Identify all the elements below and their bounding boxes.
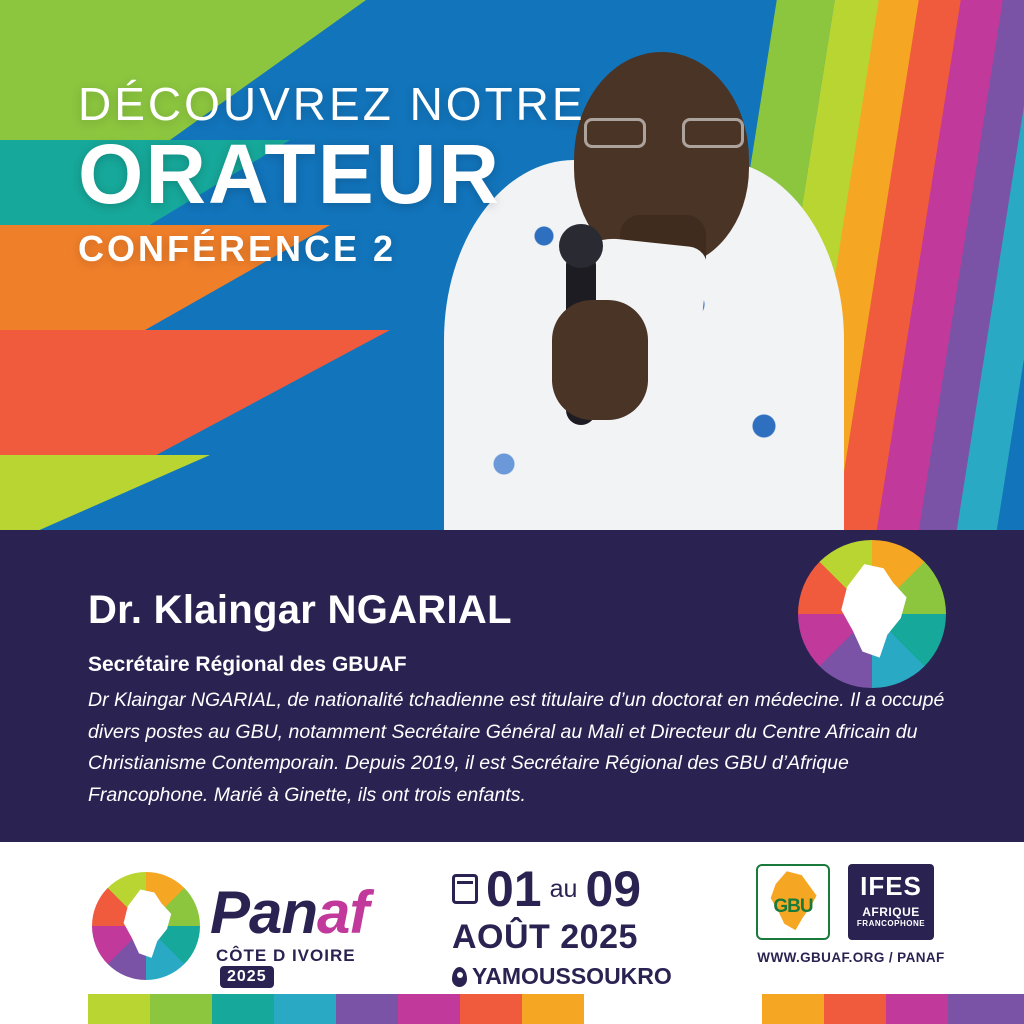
strip-segment-13 bbox=[948, 994, 1024, 1024]
calendar-icon bbox=[452, 874, 478, 904]
footer bbox=[0, 842, 1024, 994]
strip-segment-8 bbox=[522, 994, 584, 1024]
ifes-label: IFES bbox=[860, 871, 922, 901]
ifes-logo bbox=[848, 864, 934, 940]
strip-segment-9 bbox=[584, 994, 762, 1024]
ifes-sub-francophone: FRANCOPHONE bbox=[856, 919, 926, 928]
event-dates bbox=[452, 861, 702, 990]
speaker-hand bbox=[552, 300, 648, 420]
panaf-subtitle bbox=[216, 946, 392, 988]
strip-segment-2 bbox=[150, 994, 212, 1024]
headline-line-3: CONFÉRENCE 2 bbox=[78, 228, 397, 270]
event-month-year: AOÛT 2025 bbox=[452, 918, 638, 956]
event-location bbox=[452, 963, 702, 990]
event-day-end: 09 bbox=[585, 861, 642, 917]
event-day-start: 01 bbox=[486, 861, 542, 917]
cote-divoire-map-logo-icon bbox=[111, 888, 181, 964]
panaf-subtitle-text: CÔTE D IVOIRE bbox=[216, 946, 356, 965]
panaf-year-badge: 2025 bbox=[220, 966, 274, 988]
strip-segment-1 bbox=[88, 994, 150, 1024]
panaf-wordmark-af: af bbox=[317, 879, 369, 946]
headline-line-1: DÉCOUVREZ NOTRE bbox=[78, 78, 586, 130]
headline bbox=[78, 80, 586, 270]
gbu-logo bbox=[756, 864, 830, 940]
speaker-info-panel bbox=[0, 530, 1024, 842]
strip-segment-11 bbox=[824, 994, 886, 1024]
strip-segment-3 bbox=[212, 994, 274, 1024]
panaf-wordmark bbox=[210, 878, 368, 947]
ifes-sub-afrique: AFRIQUE bbox=[862, 905, 920, 919]
strip-segment-10 bbox=[762, 994, 824, 1024]
speaker-info bbox=[88, 588, 968, 811]
partner-logos bbox=[756, 864, 946, 965]
strip-segment-12 bbox=[886, 994, 948, 1024]
event-day-joiner: au bbox=[549, 874, 578, 903]
panaf-wheel-logo-icon bbox=[92, 872, 200, 980]
speaker-name: Dr. Klaingar NGARIAL bbox=[88, 588, 512, 632]
strip-segment-0 bbox=[0, 994, 88, 1024]
strip-segment-4 bbox=[274, 994, 336, 1024]
strip-segment-5 bbox=[336, 994, 398, 1024]
event-location-label: YAMOUSSOUKRO bbox=[472, 963, 672, 989]
bottom-color-strip bbox=[0, 994, 1024, 1024]
panaf-wordmark-pan: Pan bbox=[210, 879, 318, 946]
event-dates-days bbox=[452, 861, 702, 917]
gbu-label: GBU bbox=[773, 896, 813, 917]
strip-segment-6 bbox=[398, 994, 460, 1024]
speaker-role: Secrétaire Régional des GBUAF bbox=[88, 653, 407, 676]
decorative-ray-lime bbox=[0, 455, 210, 540]
website-url[interactable]: WWW.GBUAF.ORG / PANAF bbox=[757, 950, 945, 965]
glasses-icon bbox=[584, 118, 744, 148]
panaf-logo bbox=[92, 864, 392, 985]
location-pin-icon bbox=[452, 967, 467, 987]
partner-row bbox=[756, 864, 946, 940]
headline-line-2: ORATEUR bbox=[78, 127, 502, 222]
speaker-bio: Dr Klaingar NGARIAL, de nationalité tchadienne est titulaire d’un doctorat en médecine. Il a occupé divers postes au GBU, notamment Secrétaire Général au Mali et Directeur du Centre Africain du Christianisme Contemporain. Depuis 2019, il est Secrétaire Régional des GBU d’Afrique Francophone. Marié à Ginette, ils ont trois enfants. bbox=[88, 689, 945, 806]
strip-segment-7 bbox=[460, 994, 522, 1024]
